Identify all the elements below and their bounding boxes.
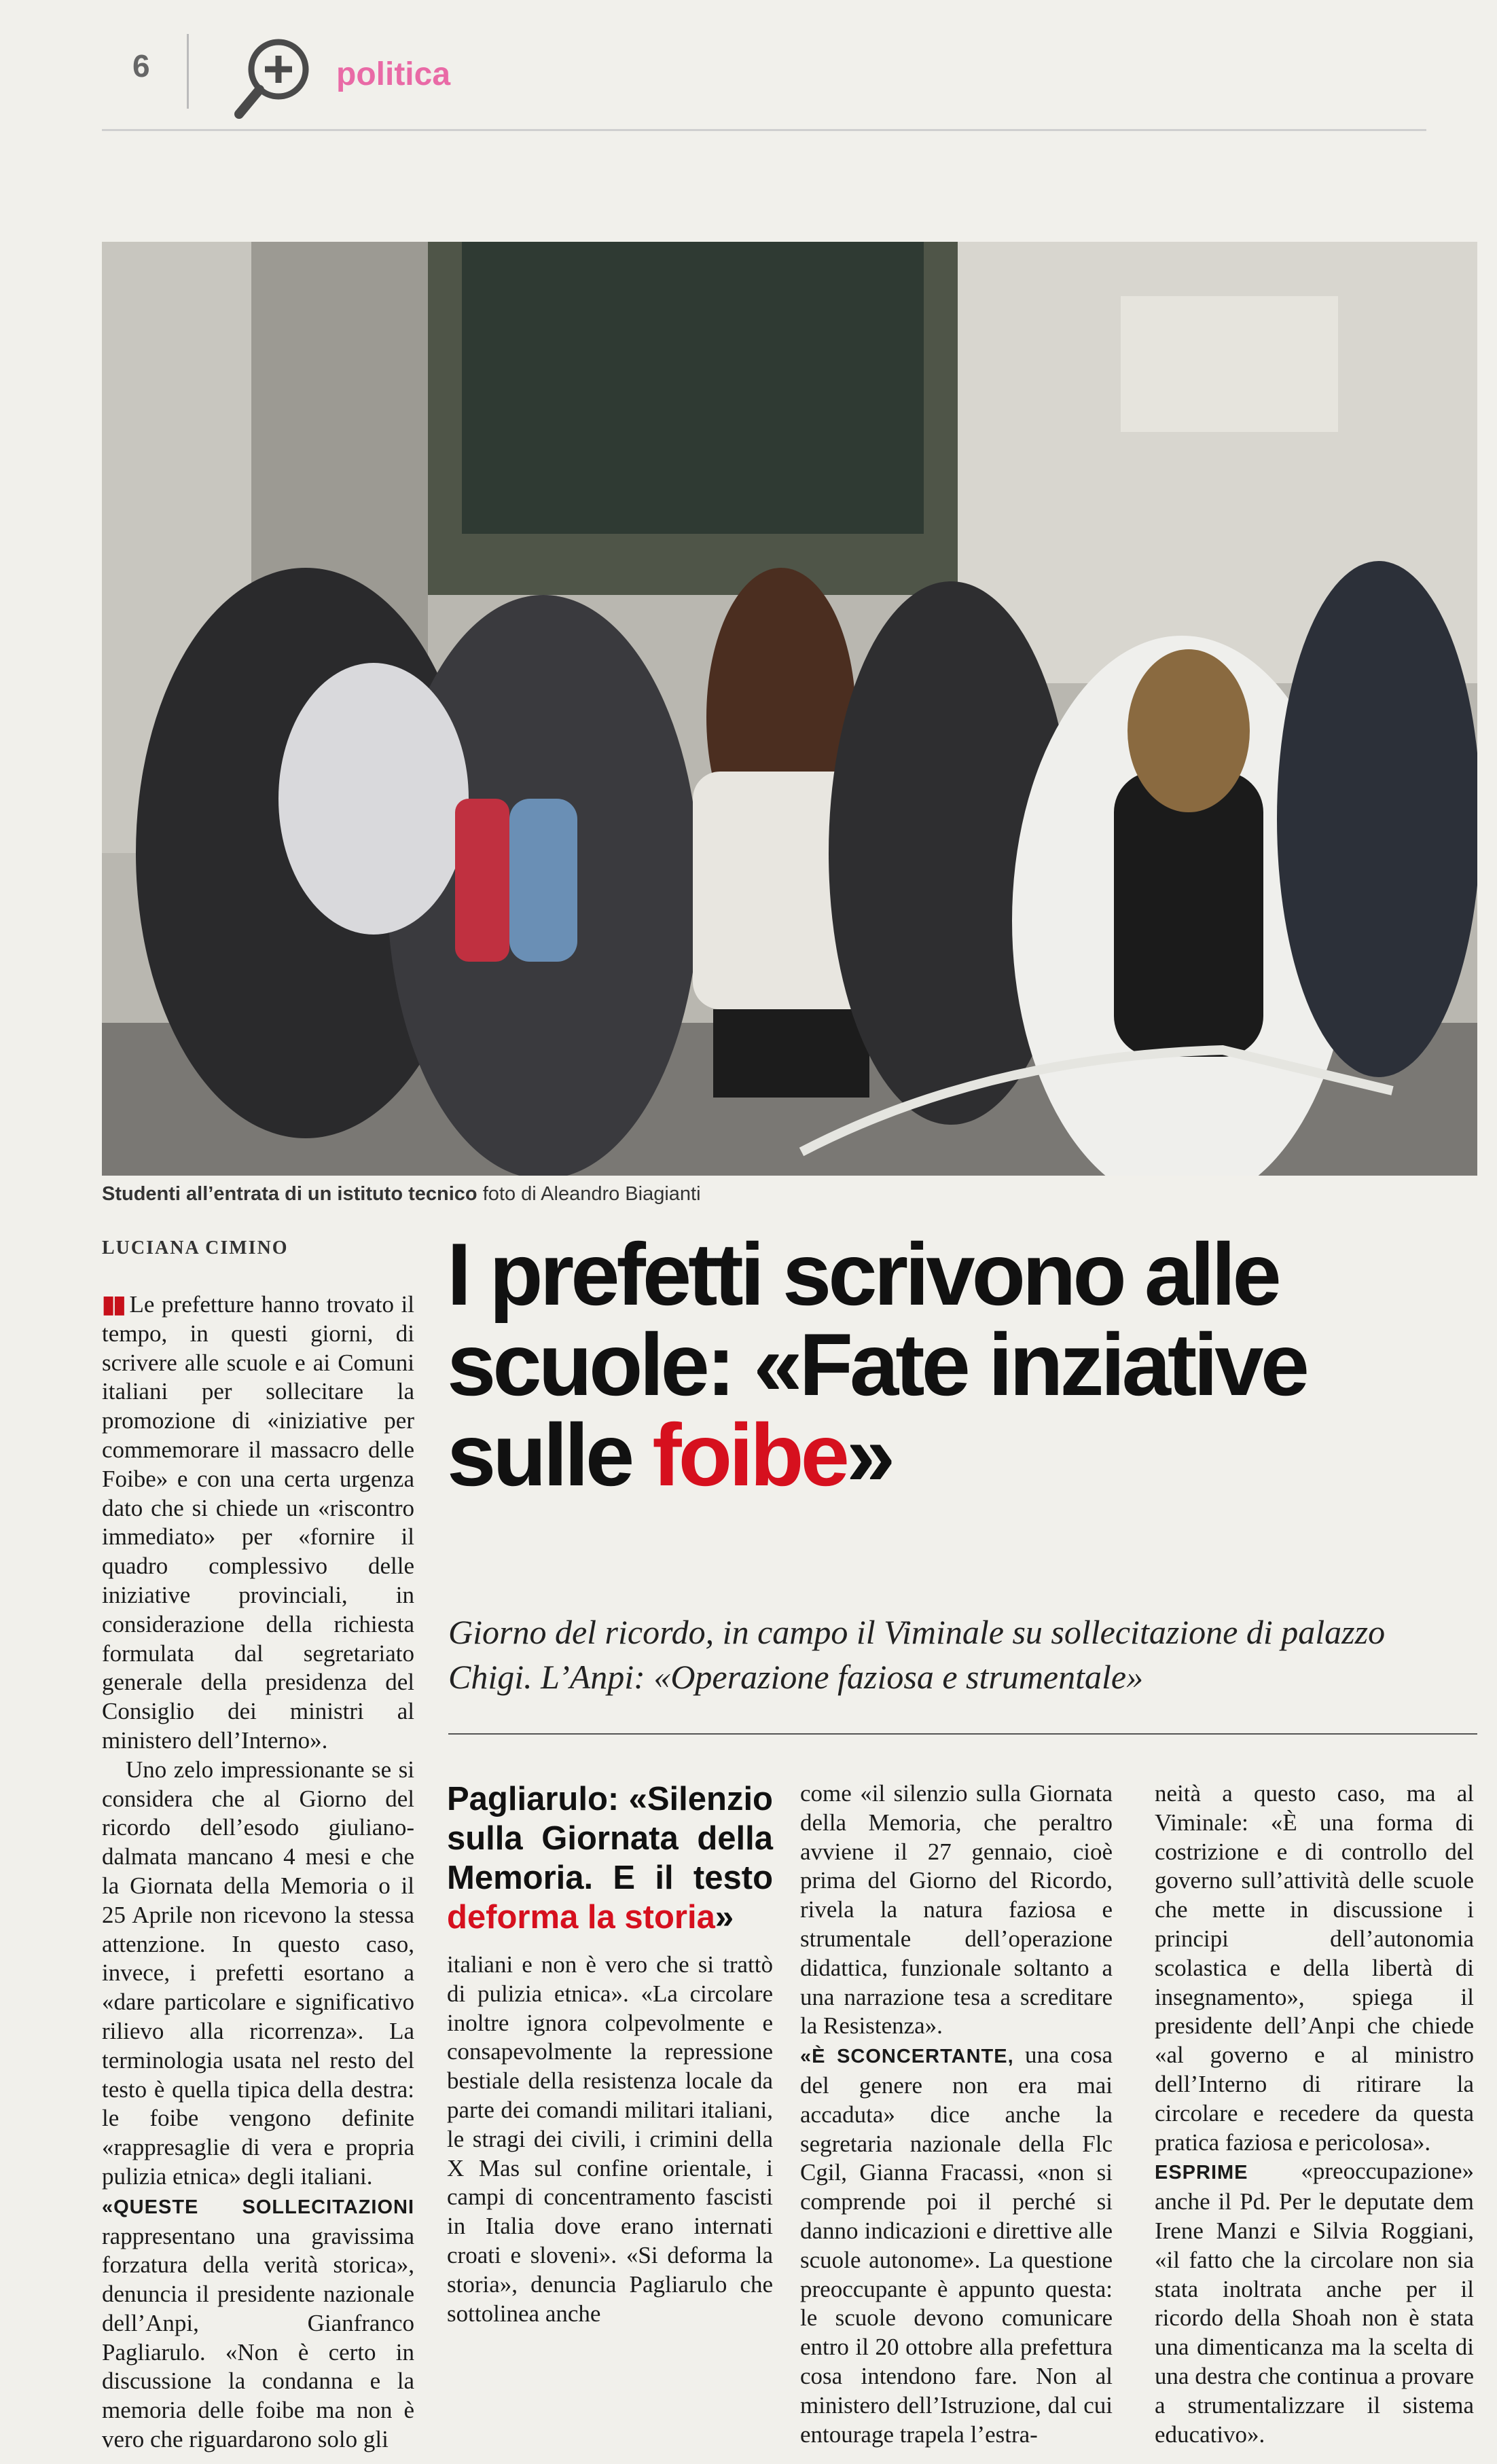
author-byline: LUCIANA CIMINO <box>102 1237 289 1258</box>
paragraph: neità a questo caso, ma al Viminale: «È una forma di costrizione e di controllo del governo sull’attività delle scuole che mette in discussione i principi dell’autonomia scolastica e della libertà di insegnamento», spiega il presidente dell’Anpi che chiede «al governo e al ministro dell’Interno di ritirare la circolare e recedere da questa pratica faziosa e pericolosa». <box>1155 1780 1474 2156</box>
pull-quote-highlight: deforma la storia <box>447 1899 715 1936</box>
paragraph-text: Le prefetture hanno trovato il tempo, in questi giorni, di scrivere alle scuole e ai Comuni italiani per sollecitare la promozione di «iniziative per commemorare il massacro delle Foibe» e con una certa urgenza dato che si chiede un «riscontro immediato» per «fornire il quadro complessivo delle iniziative provinciali, in considerazione della richiesta formulata dal segretariato generale della presidenza del Consiglio dei ministri al ministero dell’Interno». <box>102 1291 414 1754</box>
pull-quote-closing: » <box>715 1899 734 1936</box>
header-divider <box>187 34 189 109</box>
header-rule <box>102 129 1426 131</box>
paragraph: Uno zelo impressionante se si considera che al Giorno del ricordo dell’esodo giuliano-dalmata mancano 4 mesi e che la Giornata della Memoria o il 25 Aprile non ricevono la stessa attenzione. In questo caso, invece, i prefetti esortano a «dare particolare e significativo rilievo alla ricorrenza». La terminologia usata nel resto del testo è quella tipica della destra: le foibe vengono definite «rappresaglie di vera e propria pulizia etnica» degli italiani. <box>102 1756 414 2190</box>
photo-credit: foto di Aleandro Biagianti <box>477 1183 701 1205</box>
article-photo <box>102 242 1477 1176</box>
headline-closing-quote: » <box>846 1405 892 1504</box>
headline-text: I prefetti scrivono alle scuole: «Fate inziative sulle <box>447 1225 1306 1504</box>
caption-text: Studenti all’entrata di un istituto tecnico <box>102 1183 477 1205</box>
article-column-1 <box>102 1290 414 2454</box>
headline-highlight: foibe <box>652 1405 846 1504</box>
article-column-4 <box>1155 1779 1474 2449</box>
pull-quote-text: Pagliarulo: «Silenzio sulla Giornata della Memoria. E il testo <box>447 1781 773 1896</box>
students-at-school-entrance-image <box>102 242 1477 1176</box>
paragraph <box>102 2192 414 2454</box>
paragraph: italiani e non è vero che si trattò di pulizia etnica». «La circolare inoltre ignora colpevolmente e consapevolmente la repressione bestiale della resistenza locale da parte dei comandi militari italiani, le stragi dei civili, i crimini della X Mas sul confine orientale, i campi di concentramento fascisti in Italia dove erano internati croati e sloveni». «Si deforma la storia», denuncia Pagliarulo che sottolinea anche <box>447 1951 773 2327</box>
paragraph <box>102 1290 414 1756</box>
paragraph-text: «preoccupazione» anche il Pd. Per le deputate dem Irene Manzi e Silvia Roggiani, «il fatto che la circolare non sia stata inoltrata anche per il ricordo della Shoah non è stata una dimenticanza ma la scelta di una destra che continua a provare a strumentalizzare il sistema educativo». <box>1155 2158 1474 2448</box>
article-column-3 <box>800 1779 1113 2449</box>
paragraph <box>1155 2157 1474 2449</box>
paragraph-text: una cosa del genere non era mai accaduta» dice anche la segretaria nazionale della Flc Cgil, Gianna Fracassi, «non si comprende poi il perché si danno indicazioni e direttive alle scuole autonome». La questione preoccupante è appunto questa: le scuole devono comunicare entro il 20 ottobre alla prefettura cosa intendono fare. Non al ministero dell’Istruzione, dal cui entourage trapela l’estra- <box>800 2042 1113 2448</box>
magnifier-plus-icon <box>231 34 323 126</box>
paragraph-lead-caps: «QUESTE SOLLECITAZIONI <box>102 2196 414 2218</box>
paragraph: come «il silenzio sulla Giornata della Memoria, che peraltro avviene il 27 gennaio, cioè prima del Giorno del Ricordo, rivela la natura faziosa e strumentale dell’operazione didattica, funzionale soltanto a una narrazione tesa a screditare la Resistenza». <box>800 1780 1113 2040</box>
page-number: 6 <box>132 48 150 84</box>
paragraph-lead-caps: «È SCONCERTANTE, <box>800 2046 1014 2068</box>
article-headline <box>447 1225 1445 1504</box>
paragraph-lead-caps: ESPRIME <box>1155 2162 1248 2184</box>
paragraph-marker-icon: ▮▮ <box>102 1291 124 1318</box>
page-header <box>102 27 1426 129</box>
article-column-2 <box>447 1779 773 2328</box>
subtitle-rule <box>448 1733 1477 1735</box>
section-label: politica <box>336 56 451 92</box>
article-subtitle: Giorno del ricordo, in campo il Viminale su sollecitazione di palazzo Chigi. L’Anpi: «Operazione faziosa e strumentale» <box>448 1613 1386 1696</box>
paragraph-text: rappresentano una gravissima forzatura della verità storica», denuncia il presidente nazionale dell’Anpi, Gianfranco Pagliarulo. «Non è certo in discussione la condanna e la memoria delle foibe ma non è vero che riguardarono solo gli <box>102 2222 414 2453</box>
photo-caption <box>102 1183 1477 1206</box>
pull-quote <box>447 1779 773 1937</box>
paragraph <box>800 2041 1113 2449</box>
